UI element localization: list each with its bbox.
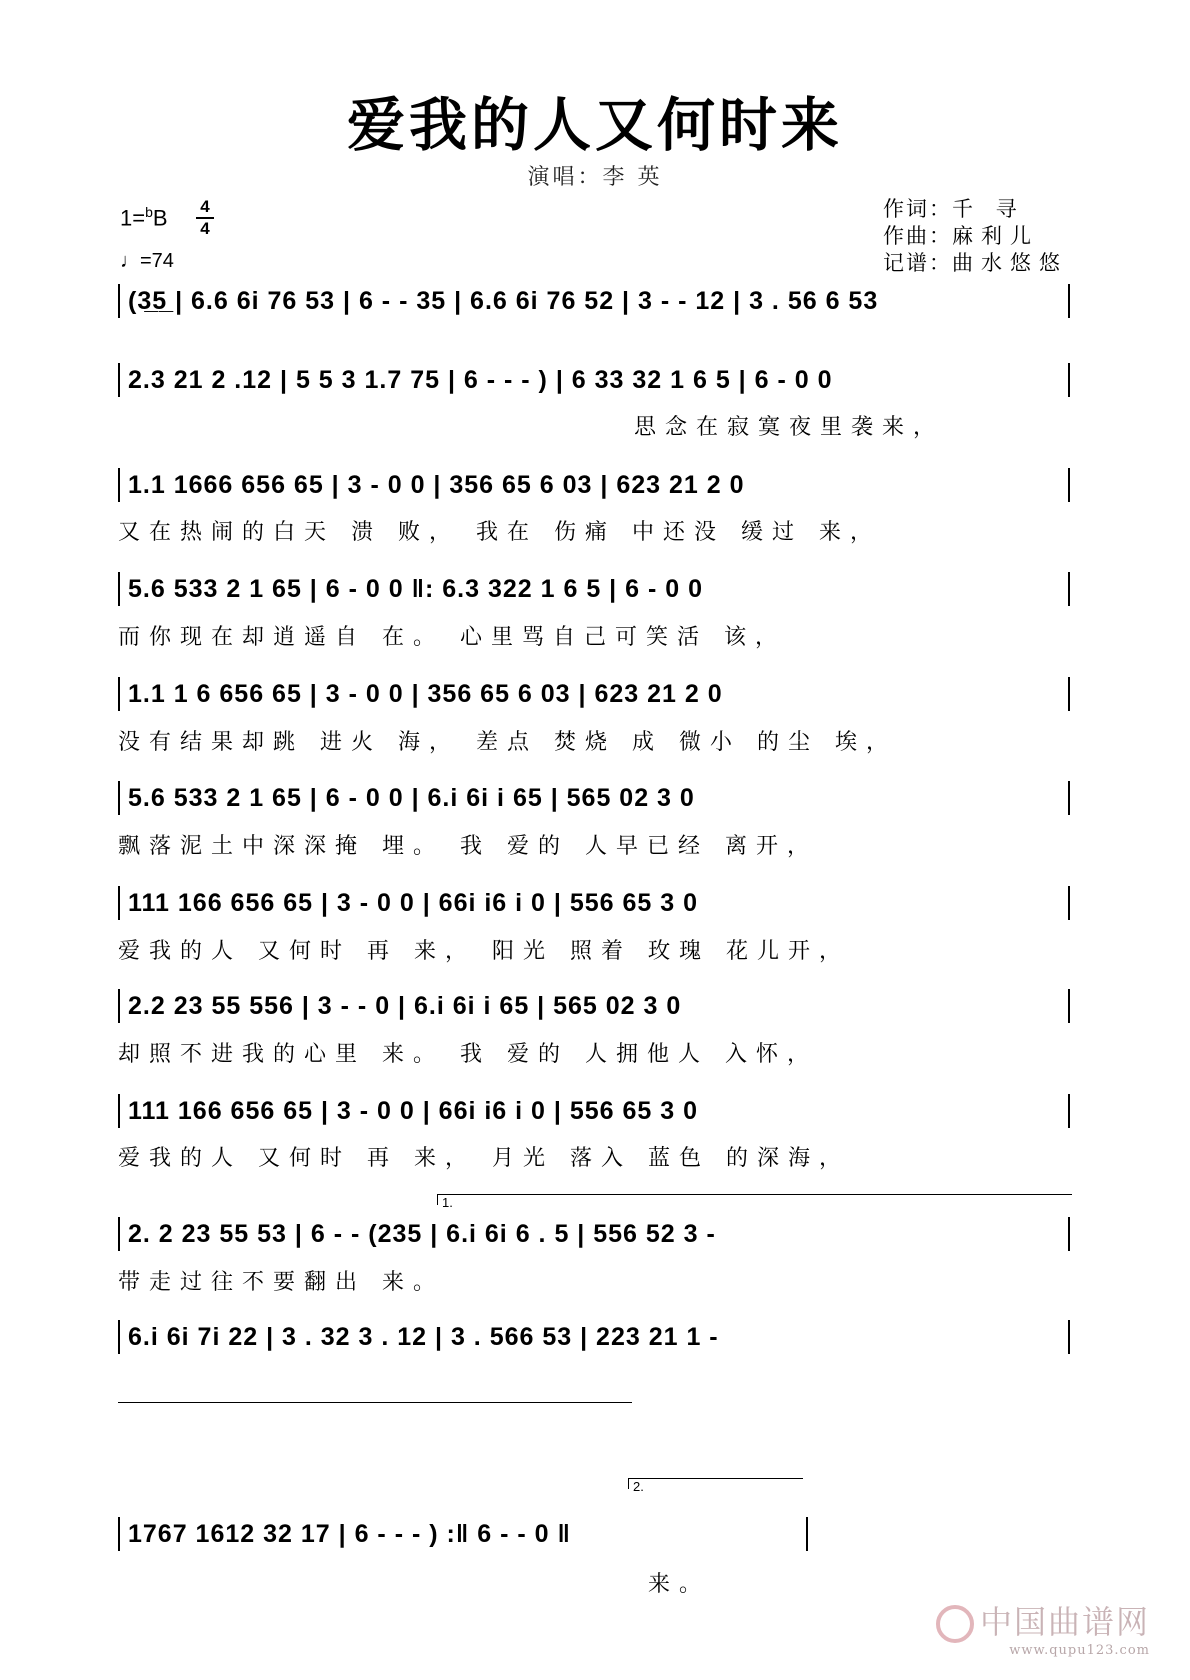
watermark-url: www.qupu123.com <box>1009 1643 1150 1658</box>
lyrics-line: 带走过往不要翻出 来。 <box>118 1270 444 1295</box>
notation-line: 1.1 1 6 656 65 | 3 - 0 0 | 356 65 6 03 | 623 21 2 0 <box>118 677 1070 711</box>
lyrics-line: 爱我的人 又何时 再 来， 月光 落入 蓝色 的深海， <box>118 1146 850 1171</box>
notation-line: 111 166 656 65 | 3 - 0 0 | 66i i6 i 0 | 556 65 3 0 <box>118 886 1070 920</box>
singer-line: 演唱：李 英 <box>527 165 663 190</box>
lyrics-line: 没有结果却跳 进火 海， 差点 焚烧 成 微小 的尘 埃， <box>118 730 897 755</box>
lyrics-line: 却照不进我的心里 来。 我 爱的 人拥他人 入怀， <box>118 1042 818 1067</box>
tempo-mark: ♩=74 <box>120 250 174 272</box>
credit-composer <box>883 223 1068 250</box>
credit-role: 记谱： <box>883 251 952 275</box>
key-note: B <box>152 205 168 231</box>
notation-line: (3̲5̲ | 6.6 6i 76 53 | 6 - - 35 | 6.6 6i 76 52 | 3 - - 12 | 3 . 56 6 53 <box>118 284 1070 318</box>
notation-line: 5.6 533 2 1 65 | 6 - 0 0 ‖: 6.3 322 1 6 5 | 6 - 0 0 <box>118 572 1070 606</box>
second-ending-bracket: 2. <box>628 1478 803 1489</box>
credit-name: 曲水悠悠 <box>952 251 1068 275</box>
score-row-4 <box>118 572 1070 606</box>
score-row-10 <box>118 1217 1070 1251</box>
site-watermark <box>936 1597 1150 1659</box>
score-row-11 <box>118 1320 1070 1354</box>
notation-line: 111 166 656 65 | 3 - 0 0 | 66i i6 i 0 | 556 65 3 0 <box>118 1094 1070 1128</box>
notation-line: 2.3 21 2 .12 | 5 5 3 1.7 75 | 6 - - - ) | 6 33 32 1 6 5 | 6 - 0 0 <box>118 363 1070 397</box>
score-row-7 <box>118 886 1070 920</box>
lyrics-line: 飘落泥土中深深掩 埋。 我 爱的 人早已经 离开， <box>118 834 818 859</box>
lyrics-line: 又在热闹的白天 溃 败， 我在 伤痛 中还没 缓过 来， <box>118 520 881 545</box>
lyrics-line: 思念在寂寞夜里袭来， <box>634 415 945 440</box>
notation-line: 1767 1612 32 17 | 6 - - - ) :‖ 6 - - 0 ‖ <box>118 1517 808 1551</box>
score-row-5 <box>118 677 1070 711</box>
watermark-text: 中国曲谱网 <box>979 1602 1150 1641</box>
score-row-1 <box>118 284 1070 318</box>
time-signature-top: 4 <box>200 197 210 216</box>
lyrics-line: 而你现在却逍遥自 在。 心里骂自己可笑活 该， <box>118 625 786 650</box>
time-signature-bottom: 4 <box>200 219 210 238</box>
notation-line: 2. 2 23 55 53 | 6 - - (235 | 6.i 6i 6 . 5 | 556 52 3 - <box>118 1217 1070 1251</box>
notation-line: 1.1 1666 656 65 | 3 - 0 0 | 356 65 6 03 | 623 21 2 0 <box>118 468 1070 502</box>
notation-line: 2.2 23 55 556 | 3 - - 0 | 6.i 6i i 65 | 565 02 3 0 <box>118 989 1070 1023</box>
score-row-2 <box>118 363 1070 397</box>
site-logo-icon <box>936 1605 974 1643</box>
first-ending-continuation <box>118 1402 632 1413</box>
notation-line: 5.6 533 2 1 65 | 6 - 0 0 | 6.i 6i i 65 | 565 02 3 0 <box>118 781 1070 815</box>
key-prefix: 1= <box>120 205 146 231</box>
key-flat: b <box>145 204 153 220</box>
score-row-12 <box>118 1517 808 1551</box>
score-row-8 <box>118 989 1070 1023</box>
song-title: 爱我的人又何时来 <box>346 91 843 159</box>
credit-transcriber <box>883 250 1068 277</box>
notation-line: 6.i 6i 7i 22 | 3 . 32 3 . 12 | 3 . 566 53 | 223 21 1 - <box>118 1320 1070 1354</box>
first-ending-bracket: 1. <box>437 1194 1072 1205</box>
credit-name: 千 寻 <box>952 197 1025 221</box>
lyrics-line: 爱我的人 又何时 再 来， 阳光 照着 玫瑰 花儿开， <box>118 939 850 964</box>
credits <box>883 196 1068 277</box>
credit-lyricist <box>883 196 1068 223</box>
credit-role: 作曲： <box>883 224 952 248</box>
score-row-6 <box>118 781 1070 815</box>
score-row-3 <box>118 468 1070 502</box>
lyrics-line: 来。 <box>648 1572 711 1597</box>
key-signature <box>120 204 168 231</box>
time-signature <box>196 198 214 238</box>
score-row-9 <box>118 1094 1070 1128</box>
credit-name: 麻利儿 <box>952 224 1039 248</box>
credit-role: 作词： <box>883 197 952 221</box>
